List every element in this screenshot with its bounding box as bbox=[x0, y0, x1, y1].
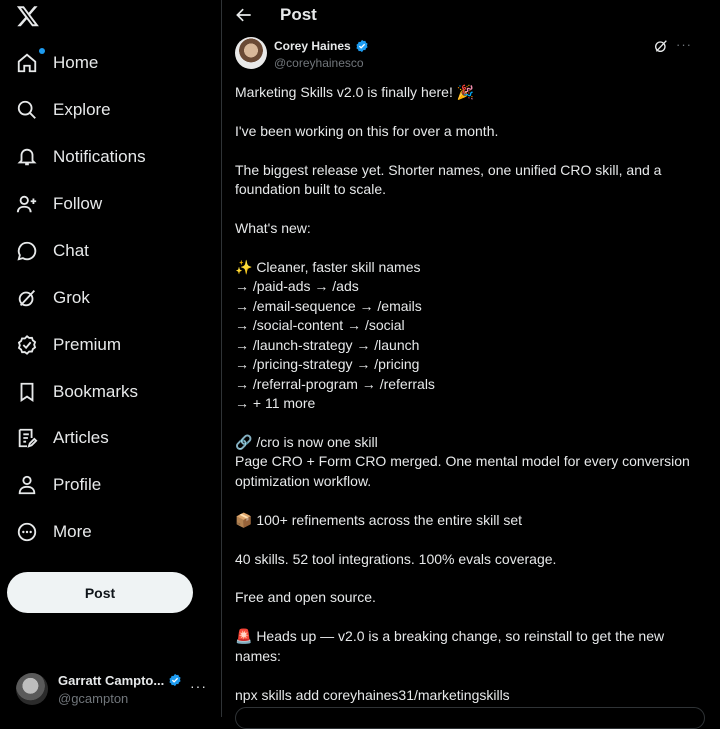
embed-card[interactable] bbox=[235, 707, 705, 729]
nav-articles[interactable] bbox=[8, 418, 117, 458]
post-line: 📦 100+ refinements across the entire skill set bbox=[235, 511, 523, 528]
bell-icon bbox=[16, 146, 38, 168]
post-line bbox=[235, 666, 705, 685]
nav-label: More bbox=[53, 522, 92, 541]
nav-label: Notifications bbox=[53, 147, 146, 166]
account-handle: @gcampton bbox=[58, 690, 129, 706]
post-line: 🚨 Heads up — v2.0 is a breaking change, so reinstall to get the new bbox=[235, 628, 665, 645]
nav-profile[interactable] bbox=[8, 465, 109, 505]
verified-badge-icon bbox=[168, 673, 182, 687]
notification-dot bbox=[39, 48, 45, 54]
grok-icon bbox=[16, 287, 38, 309]
author-name[interactable]: Corey Haines bbox=[274, 39, 351, 53]
x-logo-icon[interactable] bbox=[16, 4, 40, 28]
post-line: 🔗 /cro is now one skill bbox=[235, 433, 378, 450]
nav-label: Grok bbox=[53, 288, 90, 307]
home-icon bbox=[16, 52, 38, 74]
author-handle[interactable]: @coreyhainesco bbox=[274, 56, 364, 70]
nav-premium[interactable] bbox=[8, 325, 129, 365]
grok-icon[interactable] bbox=[653, 38, 669, 54]
back-arrow-icon[interactable] bbox=[234, 5, 254, 25]
post-line bbox=[235, 608, 705, 627]
main-column bbox=[222, 0, 720, 717]
post-line: names: bbox=[235, 647, 281, 664]
post-line bbox=[235, 530, 705, 549]
nav-explore[interactable] bbox=[8, 90, 119, 130]
sidebar bbox=[0, 0, 221, 717]
nav-label: Follow bbox=[53, 194, 103, 213]
post-line bbox=[235, 569, 705, 588]
page-header bbox=[222, 0, 720, 32]
profile-icon bbox=[16, 474, 38, 496]
post-line: Free and open source. bbox=[235, 589, 376, 606]
post-line: I've been working on this for over a month. bbox=[235, 122, 499, 139]
post-line: Marketing Skills v2.0 is finally here! 🎉 bbox=[235, 84, 475, 100]
nav-label: Bookmarks bbox=[53, 382, 139, 401]
post-button[interactable]: Post bbox=[7, 572, 193, 613]
post-line bbox=[235, 491, 705, 510]
page-title: Post bbox=[280, 5, 317, 24]
nav-home[interactable] bbox=[8, 43, 106, 83]
verified-badge-icon bbox=[355, 39, 369, 53]
articles-icon bbox=[16, 427, 38, 449]
post-more-icon[interactable]: ··· bbox=[676, 37, 692, 52]
premium-icon bbox=[16, 334, 38, 356]
more-circle-icon bbox=[16, 521, 38, 543]
post-line bbox=[235, 141, 705, 160]
nav-label: Profile bbox=[53, 475, 102, 494]
post-line: npx skills add coreyhaines31/marketingskills bbox=[235, 686, 510, 703]
post-line: → /pricing-strategy → /pricing bbox=[235, 356, 420, 373]
nav-chat[interactable] bbox=[8, 231, 97, 271]
nav-follow[interactable] bbox=[8, 184, 110, 224]
post-line: → /referral-program → /referrals bbox=[235, 375, 435, 392]
more-icon: ··· bbox=[190, 678, 207, 694]
bookmark-icon bbox=[16, 381, 38, 403]
post-line bbox=[235, 200, 705, 219]
post-line: → + 11 more bbox=[235, 395, 316, 411]
nav-bookmarks[interactable] bbox=[8, 372, 146, 412]
nav-label: Articles bbox=[53, 428, 109, 447]
nav-label: Premium bbox=[53, 335, 122, 354]
post-line: What's new: bbox=[235, 220, 311, 237]
post-line: → /email-sequence → /emails bbox=[235, 297, 422, 314]
post-line: 40 skills. 52 tool integrations. 100% evals coverage. bbox=[235, 550, 557, 567]
account-switcher[interactable] bbox=[8, 665, 213, 713]
post-line bbox=[235, 413, 705, 432]
author-avatar[interactable] bbox=[235, 37, 267, 69]
nav-label: Home bbox=[53, 53, 99, 72]
post-line: foundation built to scale. bbox=[235, 181, 386, 198]
nav-notifications[interactable] bbox=[8, 137, 154, 177]
chat-icon bbox=[16, 240, 38, 262]
nav-grok[interactable] bbox=[8, 278, 98, 318]
post-line: → /launch-strategy → /launch bbox=[235, 336, 420, 353]
nav-more[interactable] bbox=[8, 512, 100, 552]
post-line bbox=[235, 102, 705, 121]
post-line: The biggest release yet. Shorter names, one unified CRO skill, and a bbox=[235, 161, 662, 178]
search-icon bbox=[16, 99, 38, 121]
post-line bbox=[235, 239, 705, 258]
post-line: Page CRO + Form CRO merged. One mental model for every conversion bbox=[235, 453, 690, 470]
avatar bbox=[16, 673, 48, 705]
post-line: optimization workflow. bbox=[235, 472, 372, 489]
post-line: → /social-content → /social bbox=[235, 317, 405, 334]
post-line: ✨ Cleaner, faster skill names bbox=[235, 258, 421, 275]
account-display-name: Garratt Campto... bbox=[58, 672, 165, 688]
nav-label: Explore bbox=[53, 100, 111, 119]
post-line: → /paid-ads → /ads bbox=[235, 278, 359, 295]
nav-label: Chat bbox=[53, 241, 89, 260]
post-body bbox=[235, 83, 705, 705]
follow-icon bbox=[16, 193, 38, 215]
